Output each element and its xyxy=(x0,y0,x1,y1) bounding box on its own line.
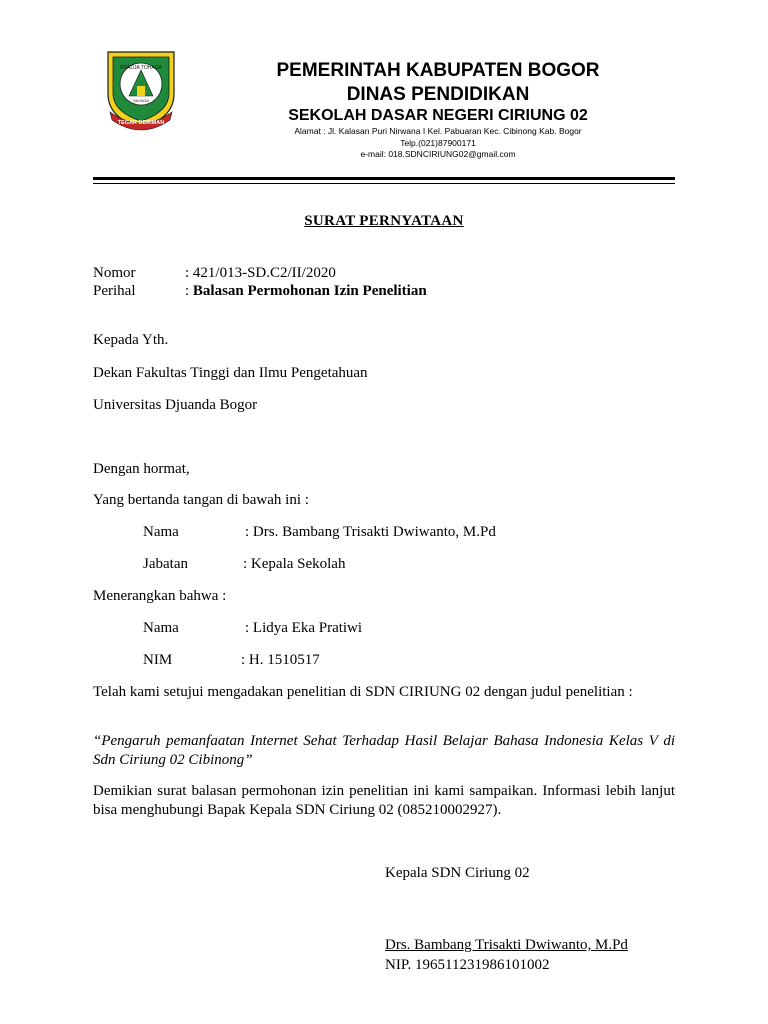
signer-position-value: : Kepala Sekolah xyxy=(243,556,346,572)
research-title: “Pengaruh pemanfaatan Internet Sehat Terhadap Hasil Belajar Bahasa Indonesia Kelas V di Sdn Ciriung 02 Cibinong” xyxy=(93,733,675,768)
closing-paragraph: Demikian surat balasan permohonan izin penelitian ini kami sampaikan. Informasi lebih lanjut bisa menghubungi Bapak Kepala SDN Ciriung 02 (085210002927). xyxy=(93,783,675,818)
student-nim-label: NIM xyxy=(143,652,173,668)
signer-name-label: Nama xyxy=(143,524,179,540)
letterhead-address: Alamat : Jl. Kalasan Puri Nirwana I Kel. Pabuaran Kec. Cibinong Kab. Bogor xyxy=(294,126,582,136)
signer-name-value: : Drs. Bambang Trisakti Dwiwanto, M.Pd xyxy=(245,524,496,540)
perihal-label: Perihal xyxy=(93,283,136,299)
salutation: Dengan hormat, xyxy=(93,461,190,477)
logo-motto-top: PRADJA TOHAGA xyxy=(120,65,162,71)
perihal-value-row xyxy=(185,282,427,300)
nomor-value: : 421/013-SD.C2/II/2020 xyxy=(185,265,336,281)
perihal-colon: : xyxy=(185,283,193,299)
logo-banner-text: TEGAR BERIMAN xyxy=(117,120,165,126)
perihal-value: Balasan Permohonan Izin Penelitian xyxy=(192,283,427,299)
recipient-line1: Dekan Fakultas Tinggi dan Ilmu Pengetahuan xyxy=(93,365,368,381)
student-nim-value: : H. 1510517 xyxy=(241,652,320,668)
logo-motto-mid: SAYAGA xyxy=(133,98,149,103)
signature-nip: NIP. 196511231986101002 xyxy=(385,957,550,973)
nomor-label: Nomor xyxy=(93,265,136,281)
letterhead-rule-thin xyxy=(93,183,675,184)
letterhead-email: e-mail: 018.SDNCIRIUNG02@gmail.com xyxy=(360,149,516,159)
recipient-greeting: Kepada Yth. xyxy=(93,332,169,348)
signer-position-label: Jabatan xyxy=(143,556,188,572)
letterhead-rule-thick xyxy=(93,177,675,180)
letterhead-government: PEMERINTAH KABUPATEN BOGOR xyxy=(276,60,600,81)
declares-text: Menerangkan bahwa : xyxy=(93,588,227,604)
district-logo xyxy=(102,46,180,132)
recipient-line2: Universitas Djuanda Bogor xyxy=(93,397,258,413)
signature-position: Kepala SDN Ciriung 02 xyxy=(385,865,530,881)
letterhead-school: SEKOLAH DASAR NEGERI CIRIUNG 02 xyxy=(288,107,588,124)
signature-name: Drs. Bambang Trisakti Dwiwanto, M.Pd xyxy=(385,937,628,953)
intro-text: Yang bertanda tangan di bawah ini : xyxy=(93,492,309,508)
approval-paragraph: Telah kami setujui mengadakan penelitian di SDN CIRIUNG 02 dengan judul penelitian : xyxy=(93,684,633,700)
student-name-label: Nama xyxy=(143,620,179,636)
student-name-value: : Lidya Eka Pratiwi xyxy=(245,620,363,636)
letterhead-department: DINAS PENDIDIKAN xyxy=(346,84,530,105)
document-title: SURAT PERNYATAAN xyxy=(304,213,464,229)
letterhead-phone: Telp.(021)87900171 xyxy=(400,138,476,148)
